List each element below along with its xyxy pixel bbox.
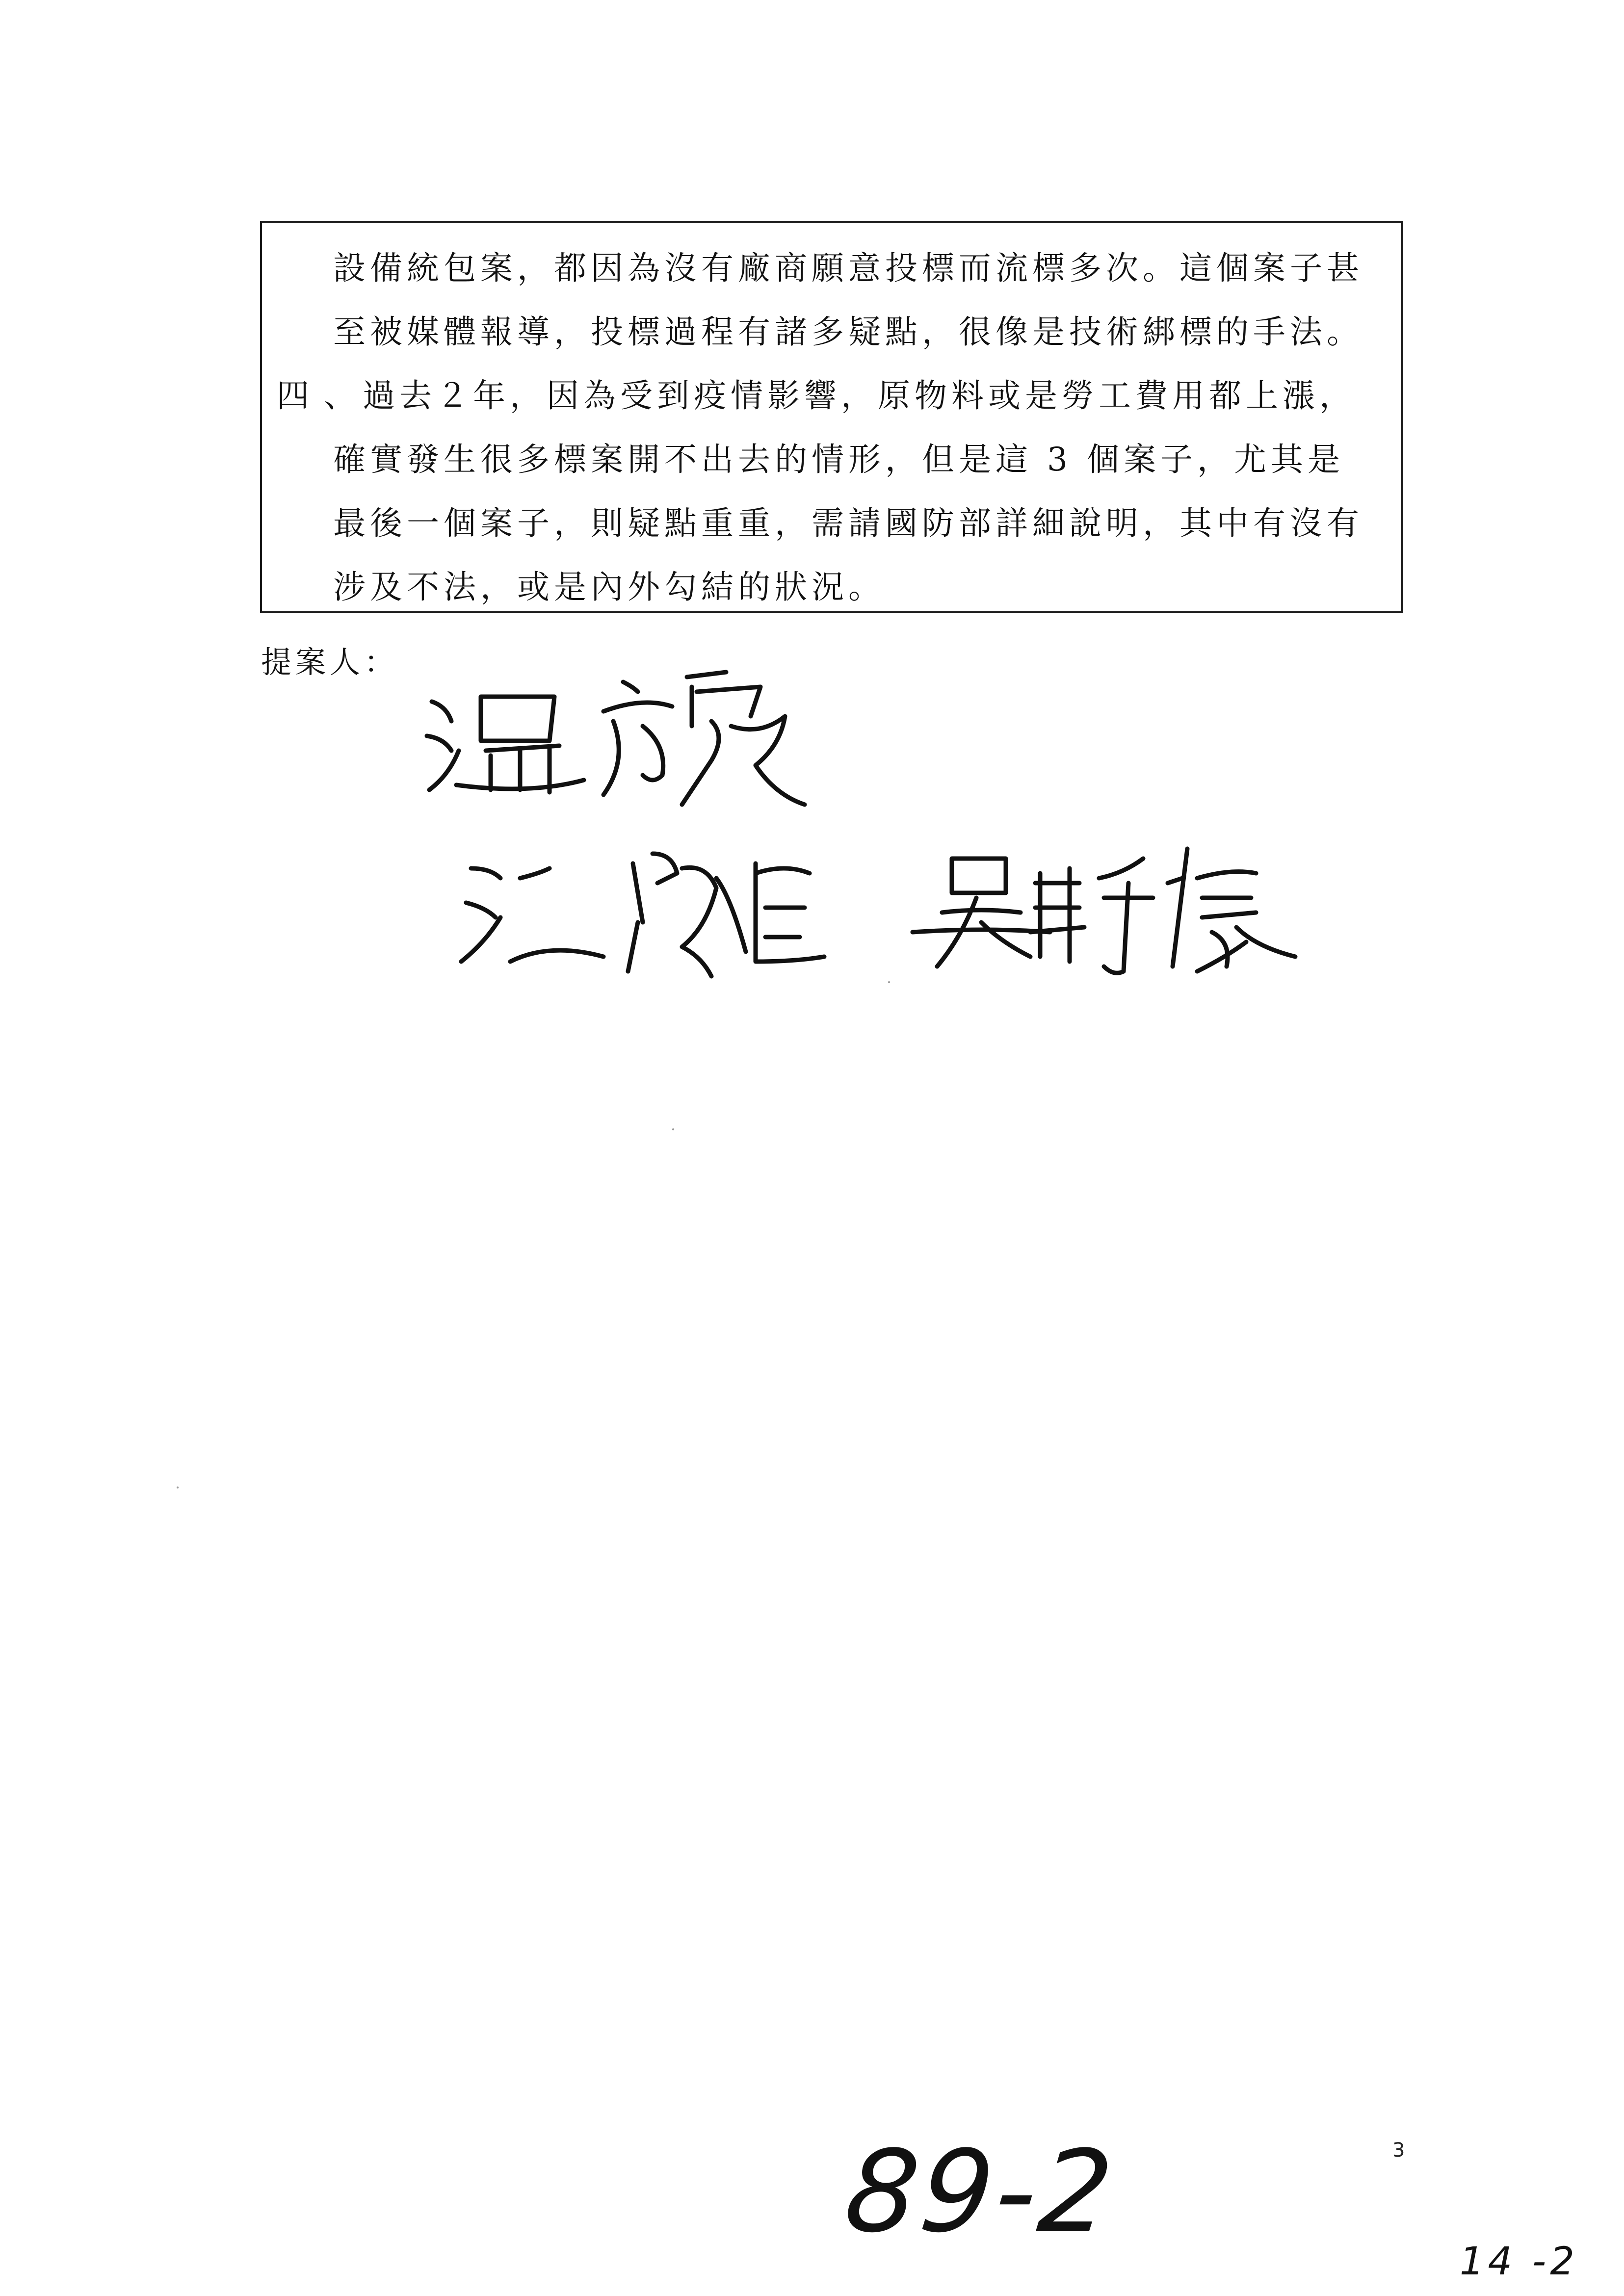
box-text-line: 過去２年，因為受到疫情影響，原物料或是勞工費用都上漲， [363, 377, 1356, 415]
box-text-line: 至被媒體報導，投標過程有諸多疑點，很像是技術綁標的手法。 [333, 313, 1363, 351]
box-text-line: 設備統包案，都因為沒有廠商願意投標而流標多次。這個案子甚 [333, 249, 1363, 287]
item-number-marker: 四、 [277, 377, 371, 415]
handwritten-small-reference: 14 -2 [1460, 2240, 1578, 2284]
scan-speck [672, 1128, 674, 1130]
handwritten-page-reference: 89-2 [839, 2127, 1122, 2258]
signature-2 [461, 854, 824, 976]
scan-speck [177, 1487, 179, 1488]
scan-speck [888, 981, 890, 983]
proposal-text-box [260, 221, 1403, 613]
proposer-label: 提案人： [261, 644, 399, 680]
box-text-line: 涉及不法，或是內外勾結的狀況。 [333, 568, 885, 606]
signature-3 [913, 849, 1295, 973]
box-text-line: 確實發生很多標案開不出去的情形，但是這 3 個案子，尤其是 [333, 441, 1344, 478]
signature-1 [427, 672, 805, 805]
box-text-line: 最後一個案子，則疑點重重，需請國防部詳細說明，其中有沒有 [333, 504, 1363, 542]
page-number: 3 [1392, 2139, 1405, 2162]
